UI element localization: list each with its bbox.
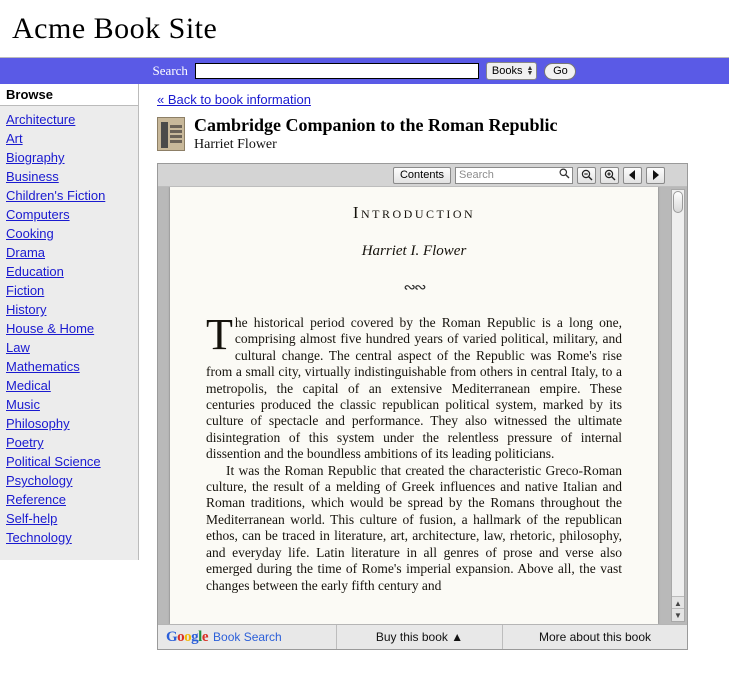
site-title: Acme Book Site bbox=[12, 11, 218, 45]
scroll-down-icon[interactable]: ▼ bbox=[672, 608, 684, 621]
sidebar-item-label[interactable]: Philosophy bbox=[6, 416, 70, 431]
sidebar-item-psychology[interactable] bbox=[6, 471, 138, 490]
sidebar-item-education[interactable] bbox=[6, 262, 138, 281]
sidebar-item-law[interactable] bbox=[6, 338, 138, 357]
sidebar-item-label[interactable]: Cooking bbox=[6, 226, 54, 241]
search-input[interactable] bbox=[195, 63, 479, 79]
sidebar-item-technology[interactable] bbox=[6, 528, 138, 547]
viewer-footer bbox=[158, 624, 687, 649]
search-scope-select[interactable] bbox=[486, 62, 538, 80]
more-about-this-book-button[interactable]: More about this book bbox=[502, 625, 687, 649]
sidebar-category-list bbox=[0, 106, 138, 547]
page-heading: Introduction bbox=[352, 203, 476, 222]
sidebar-item-history[interactable] bbox=[6, 300, 138, 319]
sidebar-item-computers[interactable] bbox=[6, 205, 138, 224]
zoom-in-icon[interactable] bbox=[600, 167, 619, 184]
sidebar-item-label[interactable]: History bbox=[6, 302, 47, 317]
sidebar-item-biography[interactable] bbox=[6, 148, 138, 167]
book-cover-thumbnail-icon bbox=[157, 117, 185, 151]
browse-sidebar bbox=[0, 84, 139, 560]
book-header bbox=[157, 115, 729, 153]
viewer-search-input[interactable] bbox=[455, 167, 573, 184]
sidebar-item-music[interactable] bbox=[6, 395, 138, 414]
sidebar-item-architecture[interactable] bbox=[6, 110, 138, 129]
sidebar-item-drama[interactable] bbox=[6, 243, 138, 262]
go-button[interactable]: Go bbox=[544, 63, 576, 80]
sidebar-item-mathematics[interactable] bbox=[6, 357, 138, 376]
content-area bbox=[0, 84, 729, 650]
book-title: Cambridge Companion to the Roman Republic bbox=[194, 115, 558, 135]
sidebar-item-cooking[interactable] bbox=[6, 224, 138, 243]
sidebar-item-label[interactable]: Drama bbox=[6, 245, 46, 260]
site-header bbox=[0, 0, 729, 58]
sidebar-item-label[interactable]: Fiction bbox=[6, 283, 45, 298]
viewer-toolbar bbox=[158, 164, 687, 187]
sidebar-item-label[interactable]: Music bbox=[6, 397, 40, 412]
sidebar-item-house-and-home[interactable] bbox=[6, 319, 138, 338]
sidebar-item-label[interactable]: Medical bbox=[6, 378, 51, 393]
sidebar-item-label[interactable]: Children's Fiction bbox=[6, 188, 106, 203]
page-author: Harriet I. Flower bbox=[361, 243, 467, 259]
sidebar-item-philosophy[interactable] bbox=[6, 414, 138, 433]
search-scope-value: Books bbox=[491, 65, 523, 77]
main-panel bbox=[139, 84, 729, 650]
book-viewer bbox=[157, 163, 688, 650]
sidebar-item-label[interactable]: Computers bbox=[6, 207, 70, 222]
scroll-up-icon[interactable]: ▲ bbox=[672, 596, 684, 609]
sidebar-item-fiction[interactable] bbox=[6, 281, 138, 300]
scrollbar-thumb[interactable] bbox=[673, 191, 683, 213]
sidebar-item-label[interactable]: Psychology bbox=[6, 473, 73, 488]
sidebar-item-childrens-fiction[interactable] bbox=[6, 186, 138, 205]
sidebar-item-label[interactable]: Self-help bbox=[6, 511, 58, 526]
book-page bbox=[170, 187, 658, 624]
book-search-label[interactable]: Book Search bbox=[213, 630, 282, 644]
sidebar-item-self-help[interactable] bbox=[6, 509, 138, 528]
viewer-scrollbar[interactable] bbox=[671, 189, 685, 622]
chevron-updown-icon: ▲ ▼ bbox=[526, 65, 534, 77]
sidebar-item-reference[interactable] bbox=[6, 490, 138, 509]
sidebar-item-label[interactable]: Business bbox=[6, 169, 59, 184]
contents-button[interactable]: Contents bbox=[393, 167, 451, 184]
sidebar-item-label[interactable]: House & Home bbox=[6, 321, 95, 336]
page-paragraph: The historical period covered by the Roman Republic is a long one, comprising almost five hundred years of varied political, military, and cultural change. The central aspect of the Republic was Rome's rise from a small city, virtually indistinguishable from others in central Italy, to a metropolis, the capital of an extensive Mediterranean empire. These centuries produced the classic republican political system, marked by its culture of spectacle and performance. They also witnessed the ultimate disintegration of this system under the relentless pressure of internal dissention and the boundless ambitions of its leading politicians. bbox=[206, 310, 622, 462]
zoom-out-icon[interactable] bbox=[577, 167, 596, 184]
next-page-icon[interactable] bbox=[646, 167, 665, 184]
sidebar-item-label[interactable]: Technology bbox=[6, 530, 72, 545]
sidebar-item-medical[interactable] bbox=[6, 376, 138, 395]
viewer-search-placeholder: Search bbox=[459, 169, 494, 181]
google-logo-icon: Google bbox=[166, 628, 209, 645]
sidebar-item-label[interactable]: Poetry bbox=[6, 435, 44, 450]
book-title-block bbox=[194, 115, 558, 153]
search-icon[interactable] bbox=[559, 168, 570, 182]
search-label: Search bbox=[152, 63, 188, 78]
ornament-icon: ∾∾ bbox=[403, 280, 425, 296]
sidebar-item-art[interactable] bbox=[6, 129, 138, 148]
sidebar-item-label[interactable]: Architecture bbox=[6, 112, 76, 127]
book-search-brand bbox=[158, 629, 336, 646]
sidebar-item-label[interactable]: Mathematics bbox=[6, 359, 80, 374]
sidebar-heading: Browse bbox=[0, 84, 138, 106]
sidebar-item-label[interactable]: Political Science bbox=[6, 454, 101, 469]
viewer-page-area bbox=[158, 187, 687, 624]
sidebar-item-label[interactable]: Biography bbox=[6, 150, 65, 165]
sidebar-item-label[interactable]: Art bbox=[6, 131, 23, 146]
book-author: Harriet Flower bbox=[194, 137, 277, 152]
sidebar-item-label[interactable]: Reference bbox=[6, 492, 66, 507]
sidebar-item-political-science[interactable] bbox=[6, 452, 138, 471]
buy-this-book-button[interactable]: Buy this book ▲ bbox=[336, 625, 502, 649]
sidebar-item-label[interactable]: Education bbox=[6, 264, 64, 279]
sidebar-item-poetry[interactable] bbox=[6, 433, 138, 452]
sidebar-item-business[interactable] bbox=[6, 167, 138, 186]
sidebar-item-label[interactable]: Law bbox=[6, 340, 30, 355]
search-bar bbox=[0, 58, 729, 84]
page-paragraph: It was the Roman Republic that created the characteristic Greco-Roman culture, the result of a melding of Greek influences and native Italian and Roman traditions, which would be spread by the Romans throughout the Mediterranean world. This culture of fusion, a hallmark of the republican ethos, can be traced in literature, art, architecture, law, rhetoric, philosophy, and everyday life. Latin literature in all genres of prose and verse also emerged during the time of Rome's imperial expansion. Above all, the vast changes between the early fifth century and bbox=[206, 462, 622, 593]
previous-page-icon[interactable] bbox=[623, 167, 642, 184]
back-to-book-information-link[interactable]: « Back to book information bbox=[157, 92, 311, 107]
